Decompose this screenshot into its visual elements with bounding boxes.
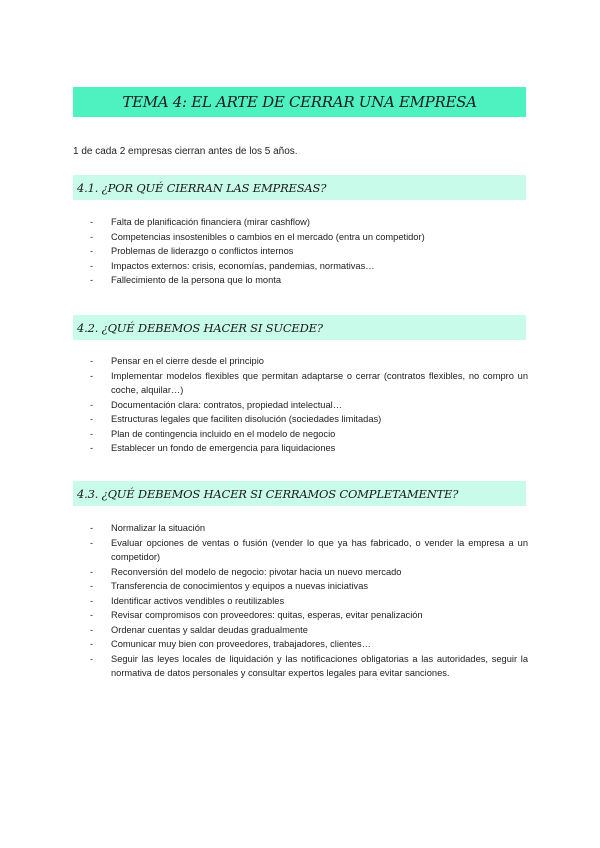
bullet-dash: - — [90, 231, 94, 242]
list-item-text: Implementar modelos flexibles que permitan adaptarse o cerrar (contratos flexibles, no compro un coche, alquilar…) — [111, 370, 528, 395]
bullet-dash: - — [90, 356, 94, 366]
list-item — [90, 354, 528, 369]
list-item — [90, 608, 528, 623]
list-item — [90, 623, 528, 638]
list-item-text: Transferencia de conocimientos y equipos a nuevas iniciativas — [111, 581, 369, 591]
list-item — [90, 427, 528, 442]
bullet-dash: - — [90, 653, 94, 664]
list-item-text: Estructuras legales que faciliten disolución (sociedades limitadas) — [111, 414, 382, 424]
list-item — [90, 259, 528, 274]
list-item — [90, 412, 528, 427]
section-heading: 4.2. ¿QUÉ DEBEMOS HACER SI SUCEDE? — [77, 320, 323, 335]
bullet-dash: - — [90, 246, 94, 256]
list-item — [90, 441, 528, 456]
list-item-text: Evaluar opciones de ventas o fusión (vender lo que ya has fabricado, o vender la empresa a un competidor) — [111, 537, 528, 562]
section-heading-banner — [73, 315, 526, 340]
section-heading-banner — [73, 175, 526, 200]
bullet-dash: - — [90, 260, 94, 271]
list-item-text: Falta de planificación financiera (mirar cashflow) — [111, 217, 310, 227]
list-item-text: Reconversión del modelo de negocio: pivotar hacia un nuevo mercado — [111, 566, 402, 577]
section-heading-banner — [73, 481, 526, 506]
list-item — [90, 594, 528, 609]
bullet-dash: - — [90, 610, 94, 620]
title-banner — [73, 87, 526, 117]
list-item-text: Ordenar cuentas y saldar deudas gradualmente — [111, 624, 308, 635]
bullet-list — [90, 521, 528, 681]
bullet-dash: - — [90, 217, 94, 227]
list-item — [90, 398, 528, 413]
bullet-dash: - — [90, 537, 94, 548]
list-item-text: Fallecimiento de la persona que lo monta — [111, 275, 282, 285]
intro-text: 1 de cada 2 empresas cierran antes de los 5 años. — [73, 146, 298, 157]
list-item-text: Impactos externos: crisis, economías, pandemias, normativas… — [111, 260, 375, 271]
list-item-text: Competencias insostenibles o cambios en el mercado (entra un competidor) — [111, 231, 425, 242]
bullet-dash: - — [90, 523, 94, 533]
bullet-dash: - — [90, 595, 94, 606]
bullet-dash: - — [90, 624, 94, 635]
bullet-dash: - — [90, 443, 94, 453]
list-item — [90, 565, 528, 580]
list-item — [90, 244, 528, 259]
list-item — [90, 369, 528, 398]
bullet-dash: - — [90, 566, 94, 577]
list-item-text: Pensar en el cierre desde el principio — [111, 356, 264, 366]
list-item-text: Problemas de liderazgo o conflictos internos — [111, 246, 294, 256]
list-item — [90, 536, 528, 565]
bullet-dash: - — [90, 275, 94, 285]
bullet-dash: - — [90, 428, 94, 439]
list-item-text: Comunicar muy bien con proveedores, trabajadores, clientes… — [111, 639, 371, 649]
list-item — [90, 273, 528, 288]
bullet-dash: - — [90, 370, 94, 381]
list-item — [90, 521, 528, 536]
bullet-list — [90, 354, 528, 456]
list-item-text: Plan de contingencia incluido en el modelo de negocio — [111, 428, 336, 439]
section-heading: 4.1. ¿POR QUÉ CIERRAN LAS EMPRESAS? — [77, 180, 327, 195]
bullet-dash: - — [90, 399, 94, 410]
list-item — [90, 579, 528, 594]
list-item-text: Seguir las leyes locales de liquidación y las notificaciones obligatorias a las autoridades, seguir la normativa de datos personales y consultar expertos legales para evitar sanciones. — [111, 653, 528, 678]
list-item-text: Establecer un fondo de emergencia para liquidaciones — [111, 443, 336, 453]
list-item — [90, 230, 528, 245]
list-item — [90, 637, 528, 652]
bullet-dash: - — [90, 414, 94, 424]
list-item-text: Documentación clara: contratos, propiedad intelectual… — [111, 399, 343, 410]
list-item-text: Identificar activos vendibles o reutilizables — [111, 595, 285, 606]
list-item — [90, 215, 528, 230]
page-title: TEMA 4: EL ARTE DE CERRAR UNA EMPRESA — [122, 93, 477, 111]
list-item-text: Revisar compromisos con proveedores: quitas, esperas, evitar penalización — [111, 610, 423, 620]
bullet-dash: - — [90, 581, 94, 591]
bullet-dash: - — [90, 639, 94, 649]
list-item — [90, 652, 528, 681]
list-item-text: Normalizar la situación — [111, 523, 206, 533]
bullet-list — [90, 215, 528, 288]
section-heading: 4.3. ¿QUÉ DEBEMOS HACER SI CERRAMOS COMPLETAMENTE? — [77, 486, 459, 501]
